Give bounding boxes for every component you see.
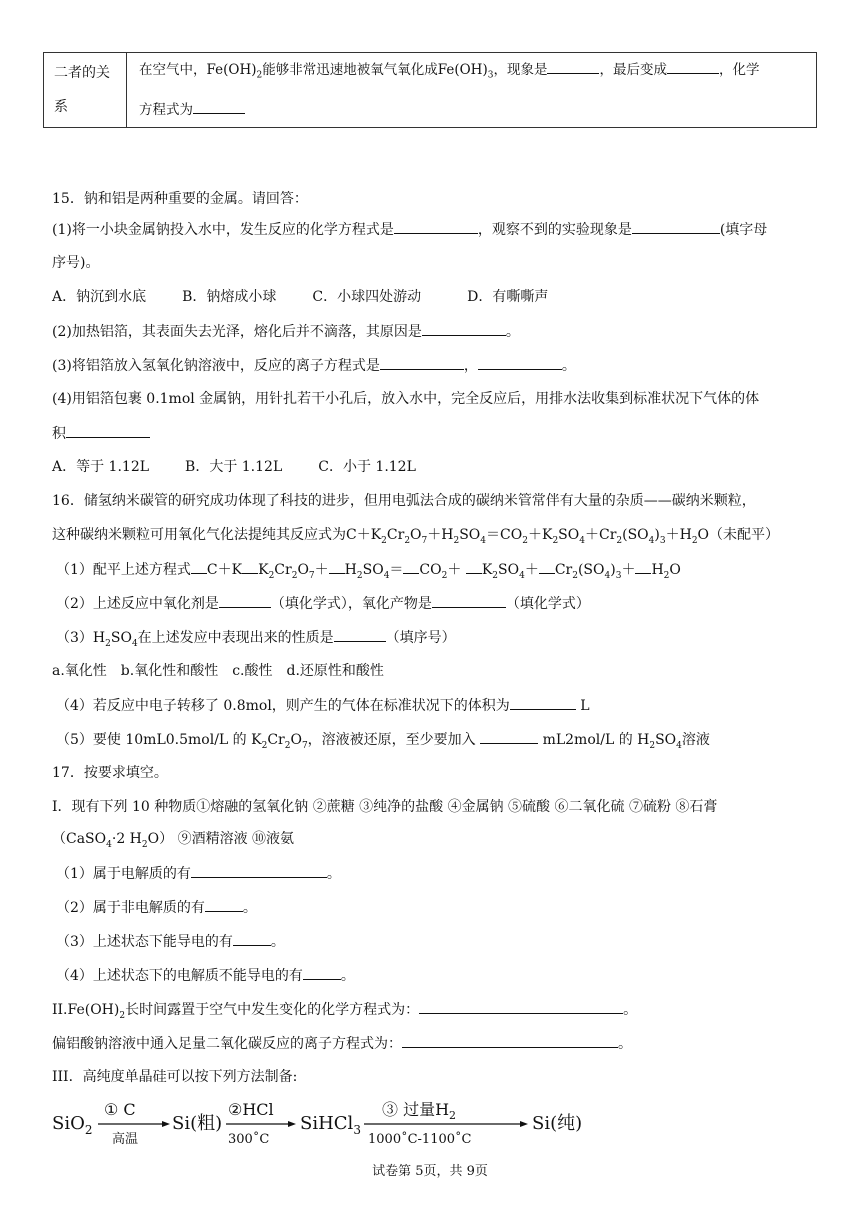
svg-text:③ 过量H2: ③ 过量$H_2$ [382,1100,457,1122]
flow-step-sihcl3 [300,1113,361,1137]
flow-arrow-2 [226,1100,296,1147]
blank[interactable] [403,559,419,574]
q16-sub1: （1）配平上述方程式 C＋K $K_2Cr_2O_7+ H_2SO_4= CO_2+ K_2SO_4+ Cr_2(SO_4)_3+ H_2O$ [56,559,681,586]
q15-part4-cont: 积 [52,423,150,444]
q15-title: 15．钠和铝是两种重要的金属。请回答： [52,191,308,207]
blank[interactable] [66,423,150,438]
relation-label: 二者的关系 [44,53,127,128]
page-footer: 试卷第 5页，共 9页 [372,1164,488,1179]
q17-q1: （1）属于电解质的有 。 [56,863,341,884]
blank[interactable] [191,863,327,878]
relation-text: 在空气中，$Fe(OH)_2$能够非常迅速地被氧气氧化成$Fe(OH)_3$，现象是 ，最后变成 ，化学 方程式为 [127,53,817,128]
svg-text:SiO2: SiO$_2$ [52,1113,93,1137]
q17-ii-1: $II.Fe(OH)_2$长时间露置于空气中发生变化的化学方程式为： 。 [52,999,637,1026]
blank[interactable] [334,627,386,642]
reaction-equation: $C+K_2Cr_2O_7+H_2SO_4=CO_2+K_2SO_4+Cr_2(SO_4)_3+H_2O$ [346,527,710,546]
q15-part1: (1)将一小块金属钠投入水中，发生反应的化学方程式是 ，观察不到的实验现象是 (填字母 [52,219,767,240]
svg-text:① C: ① C [104,1100,136,1119]
q17-ii-2: 偏铝酸钠溶液中通入足量二氧化碳反应的离子方程式为： 。 [52,1033,632,1054]
q15-part3: (3)将铝箔放入氢氧化钠溶液中，反应的离子方程式是 ， 。 [52,355,576,376]
blank[interactable] [466,559,482,574]
q17-substances: I．现有下列 10 种物质①熔融的氢氧化钠 ②蔗糖 ③纯净的盐酸 ④金属钠 ⑤硫酸 ⑥二氧化硫 ⑦硫粉 ⑧石膏 [52,799,718,815]
q17-iii: III．高纯度单晶硅可以按下列方法制备: [52,1069,298,1085]
svg-text:Si(粗): Si(粗) [172,1113,223,1134]
blank[interactable] [242,559,258,574]
blank[interactable] [480,729,538,744]
blank[interactable] [193,99,245,114]
q17-q2: （2）属于非电解质的有 。 [56,897,257,918]
q16-stem-1: 16．储氢纳米碳管的研究成功体现了科技的进步，但用电弧法合成的碳纳米管常伴有大量的杂质——碳纳米颗粒， [52,493,756,509]
q15-options4: A．等于 1.12L B．大于 1.12L C．小于 1.12L [52,459,416,475]
blank[interactable] [478,355,562,370]
silicon-preparation-flow [52,1095,612,1155]
svg-text:300˚C: 300˚C [228,1132,270,1147]
blank[interactable] [632,219,720,234]
flow-step-sio2 [52,1113,93,1137]
q16-sub3: $(3)H_2SO_4$在上述发应中表现出来的性质是 （填序号） [56,627,456,654]
blank[interactable] [219,593,271,608]
blank[interactable] [667,59,719,74]
blank[interactable] [539,559,555,574]
svg-text:高温: 高温 [112,1132,139,1147]
blank[interactable] [510,695,576,710]
q17-q4: （4）上述状态下的电解质不能导电的有 。 [56,965,355,986]
q15-part2: (2)加热铝箔，其表面失去光泽，熔化后并不滴落，其原因是 。 [52,321,520,342]
q17-q3: （3）上述状态下能导电的有 。 [56,931,285,952]
blank[interactable] [394,219,478,234]
blank[interactable] [419,999,623,1014]
q16-sub2: （2）上述反应中氧化剂是 （填化学式），氧化产物是 （填化学式） [56,593,590,614]
q16-sub5: （5）要使 10mL0.5mol/L 的 $K_2Cr_2O_7$，溶液被还原，至少要加入 mL2mol/L 的 $H_2SO_4$溶液 [56,729,710,756]
flow-step-si-pure [532,1113,582,1134]
flow-arrow-1 [98,1100,170,1147]
blank[interactable] [205,897,243,912]
q17-title: 17．按要求填空。 [52,765,168,781]
blank[interactable] [233,931,271,946]
blank[interactable] [547,59,599,74]
blank[interactable] [635,559,651,574]
flow-arrow-3 [364,1100,528,1147]
blank[interactable] [380,355,464,370]
q15-part4: (4)用铝箔包裹 0.1mol 金属钠，用针扎若干小孔后，放入水中，完全反应后，用排水法收集到标准状况下气体的体 [52,391,760,407]
flow-step-si-crude [172,1113,222,1134]
q15-part1-cont: 序号)。 [52,255,100,271]
svg-text:SiHCl3: SiHCl$_3$ [300,1113,361,1137]
svg-text:Si(纯): Si(纯) [532,1113,583,1134]
q16-stem-2: 这种碳纳米颗粒可用氧化气化法提纯其反应式为$C+K_2Cr_2O_7+H_2SO_4=CO_2+K_2SO_4+Cr_2(SO_4)_3+H_2O$（未配平） [52,527,780,546]
q16-sub4: （4）若反应中电子转移了 0.8mol，则产生的气体在标准状况下的体积为 L [56,695,590,716]
blank[interactable] [432,593,506,608]
blank[interactable] [191,559,207,574]
svg-text:②HCl: ②HCl [228,1100,274,1119]
q16-sub3-options: a.氧化性 b.氧化性和酸性 c.酸性 d.还原性和酸性 [52,663,384,679]
svg-text:1000˚C-1100˚C: 1000˚C-1100˚C [368,1132,472,1147]
relation-table [43,52,817,128]
blank[interactable] [303,965,341,980]
blank[interactable] [402,1033,618,1048]
q15-options1: A．钠沉到水底 B．钠熔成小球 C．小球四处游动 D．有嘶嘶声 [52,289,549,305]
q17-substances-cont: （CaSO$_4$·2 $H_2O$） ⑨酒精溶液 ⑩液氨 [52,831,295,850]
blank[interactable] [329,559,345,574]
blank[interactable] [422,321,506,336]
